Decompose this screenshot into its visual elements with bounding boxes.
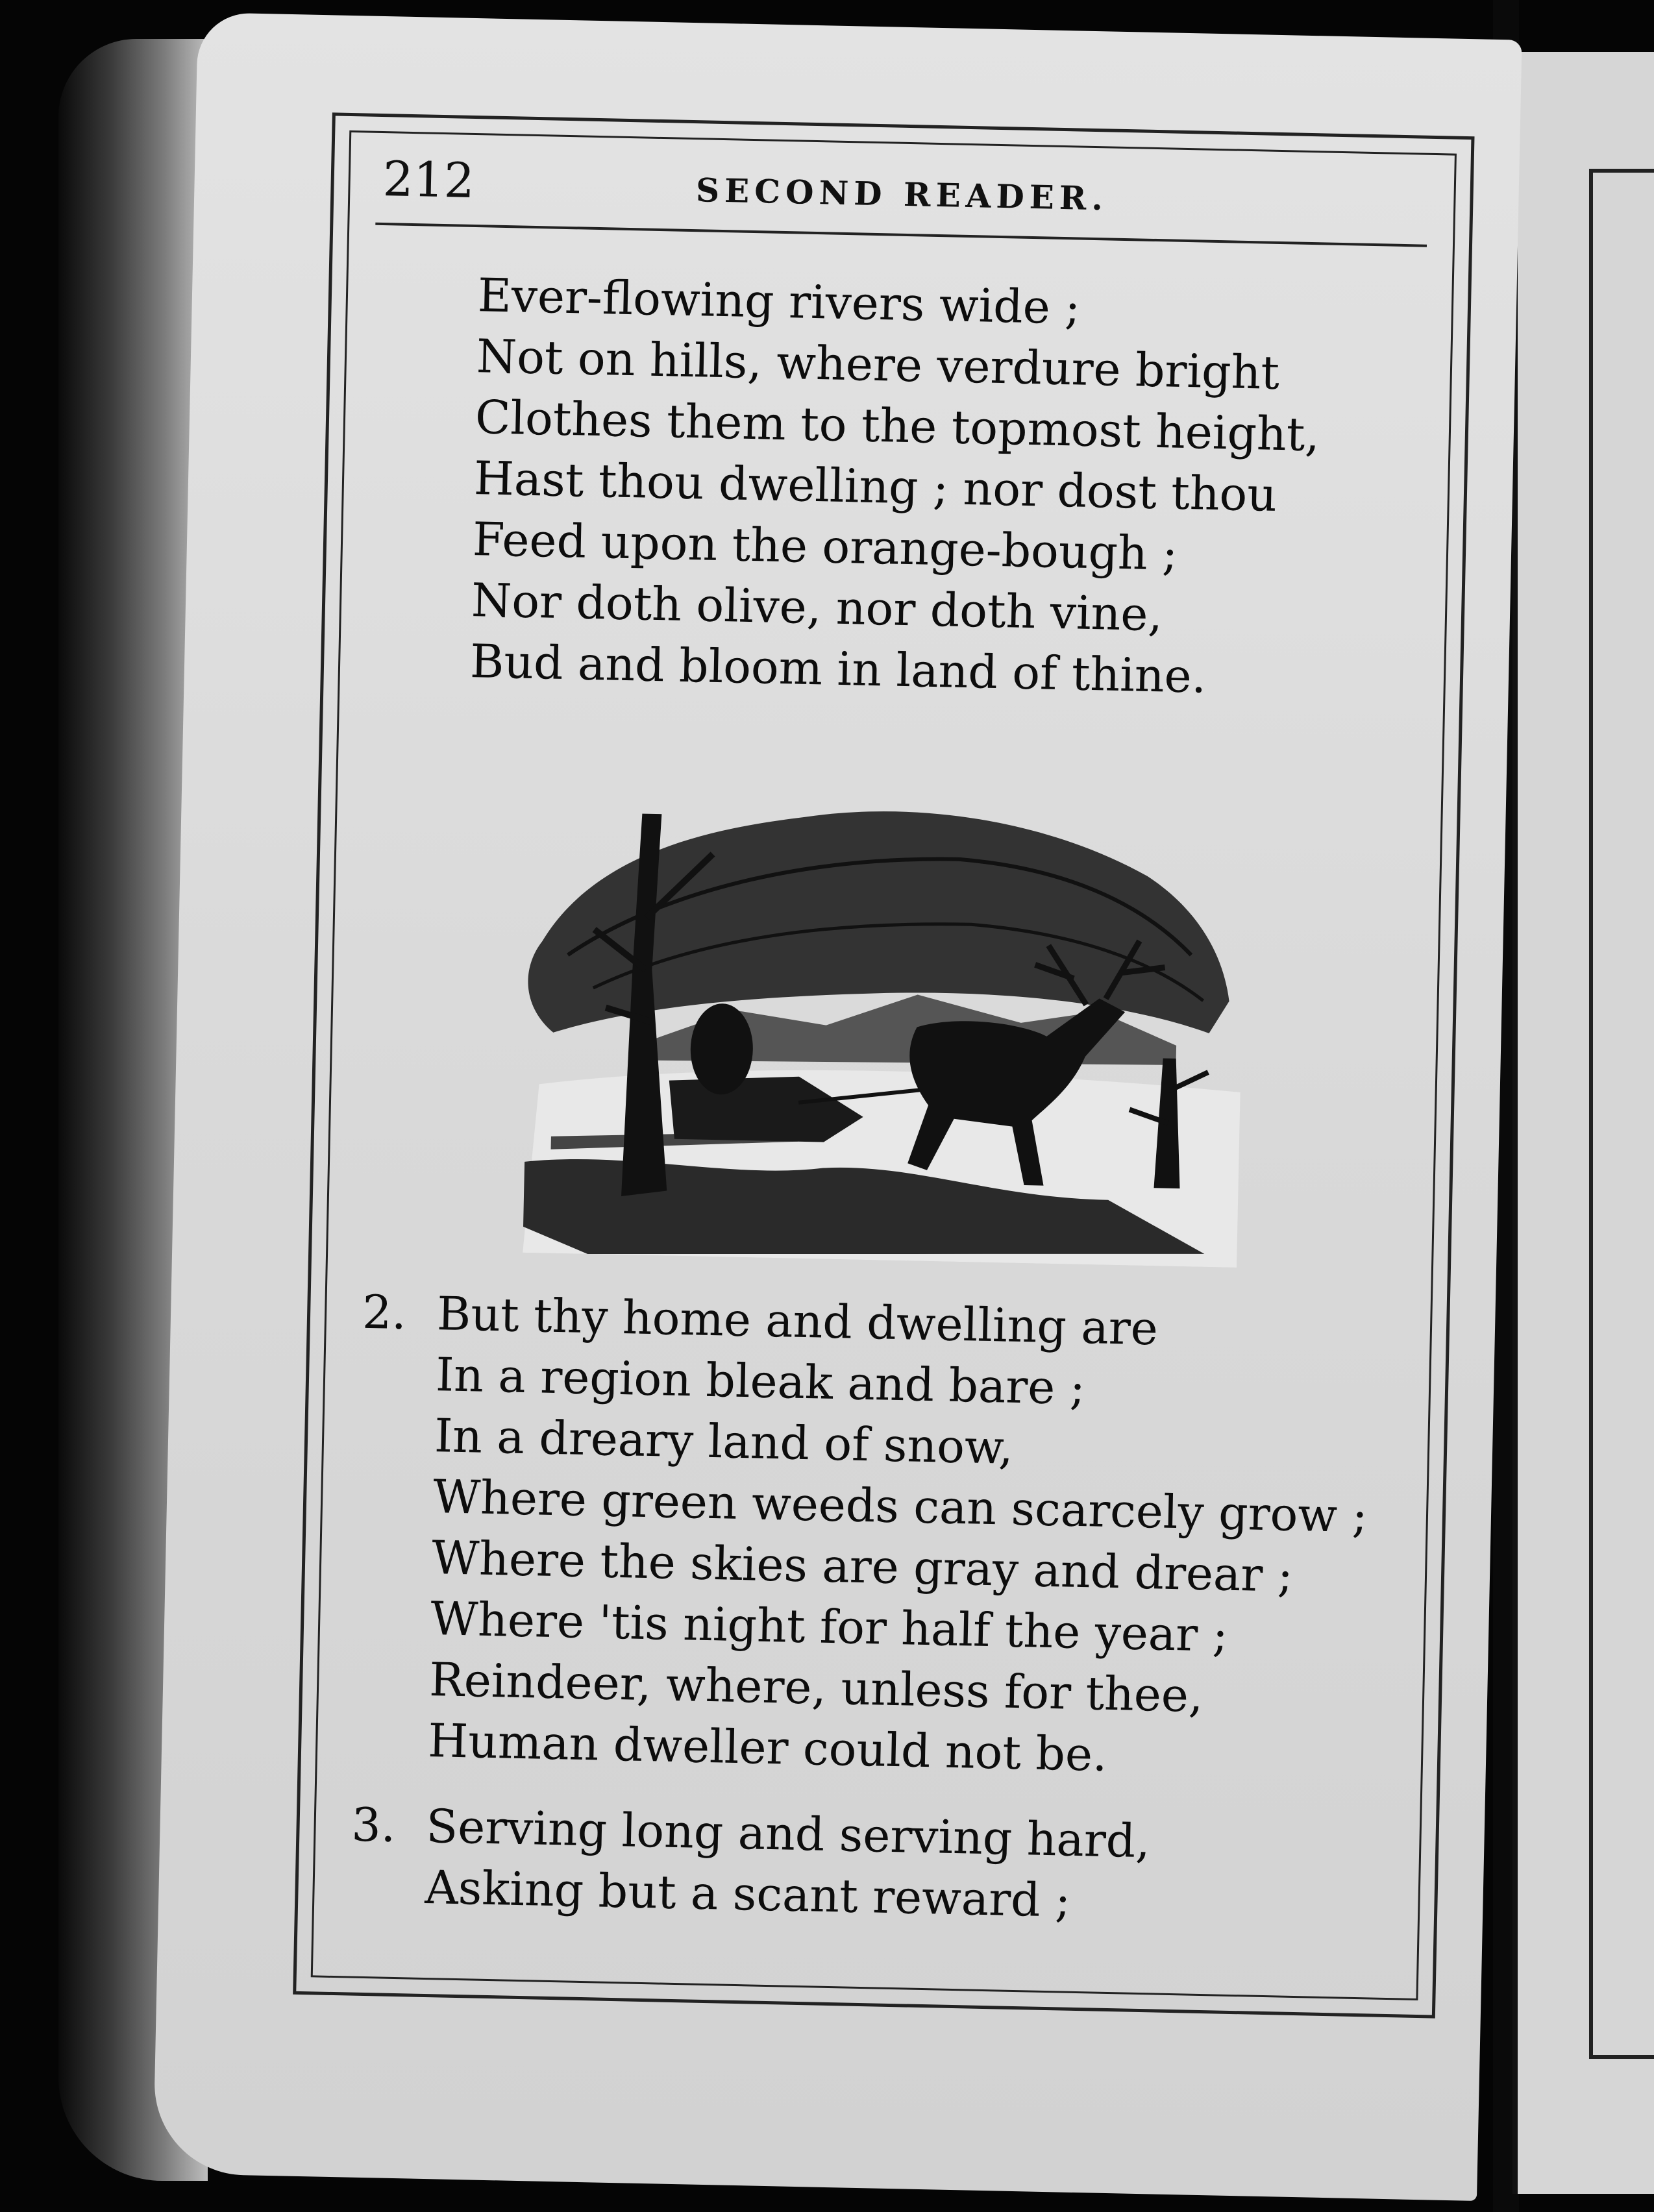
facing-page xyxy=(1512,52,1654,2194)
poem-line: In a region bleak and bare ; xyxy=(435,1347,1086,1416)
poem-line: Where green weeds can scarcely grow ; xyxy=(432,1469,1368,1543)
poem-line: Ever-flowing rivers wide ; xyxy=(477,268,1081,335)
facing-page-frame xyxy=(1589,169,1654,2059)
poem-line: Reindeer, where, unless for thee, xyxy=(428,1653,1204,1723)
poem-line: Clothes them to the topmost height, xyxy=(475,390,1320,462)
poem-line: Bud and bloom in land of thine. xyxy=(469,634,1207,704)
poem-line: In a dreary land of snow, xyxy=(434,1408,1014,1475)
stanza-2 xyxy=(362,1283,1372,1791)
stanza-3 xyxy=(351,1796,1151,1933)
poem-line: Asking but a scant reward ; xyxy=(424,1860,1072,1928)
page-frame-inner xyxy=(311,130,1457,2000)
stanza-number: 3. xyxy=(351,1797,397,1852)
poem-line: Human dweller could not be. xyxy=(427,1714,1108,1782)
stanza-1 xyxy=(469,265,1322,709)
poem-line-text: Serving long and serving hard, xyxy=(425,1799,1151,1869)
reindeer-sled-woodcut xyxy=(458,771,1279,1268)
poem-line: Where the skies are gray and drear ; xyxy=(431,1530,1294,1603)
page-number: 212 xyxy=(382,151,475,209)
page-frame-outer xyxy=(293,112,1474,2018)
page-header xyxy=(375,151,1428,247)
poem-line: Not on hills, where verdure bright xyxy=(476,329,1280,400)
poem-line: Hast thou dwelling ; nor dost thou xyxy=(473,451,1278,522)
poem-line: Nor doth olive, nor doth vine, xyxy=(471,573,1163,642)
book-page xyxy=(153,12,1522,2201)
poem-line: Where 'tis night for half the year ; xyxy=(430,1591,1229,1662)
poem-line-text: But thy home and dwelling are xyxy=(436,1286,1159,1356)
stanza-number: 2. xyxy=(362,1284,407,1340)
running-title: SECOND READER. xyxy=(695,171,1109,218)
poem-line: Feed upon the orange-bough ; xyxy=(472,512,1179,581)
